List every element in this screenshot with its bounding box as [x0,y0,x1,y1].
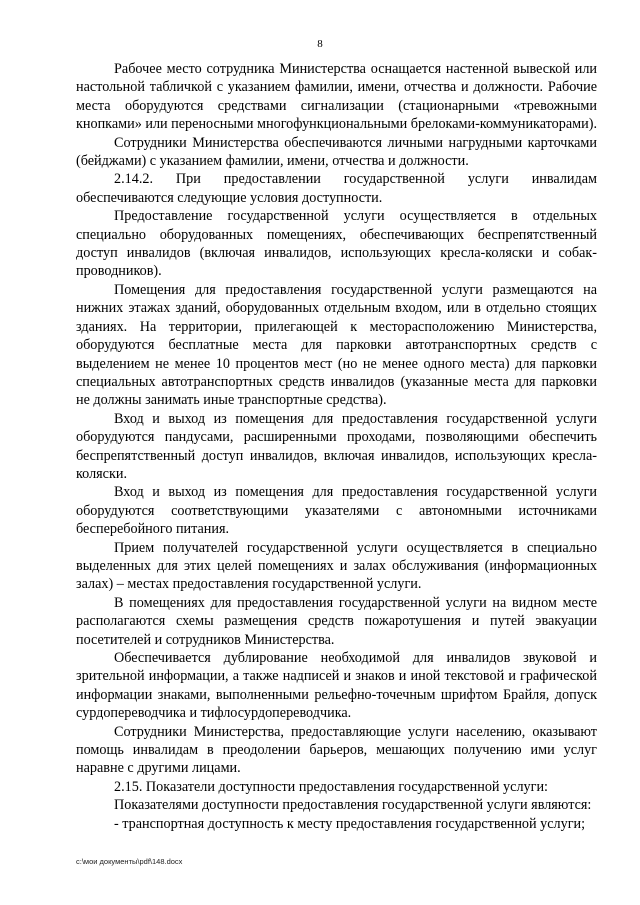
paragraph-staff-badges: Сотрудники Министерства обеспечиваются личными нагрудными карточками (бейджами) с указанием фамилии, имени, отчества и должности. [76,134,597,170]
paragraph-staff-assistance: Сотрудники Министерства, предоставляющие услуги населению, оказывают помощь инвалидам в преодолении барьеров, мешающих получению ими услуг наравне с другими лицами. [76,723,597,777]
paragraph-dedicated-premises: Предоставление государственной услуги осуществляется в отдельных специально оборудованных помещениях, обеспечивающих беспрепятственный доступ инвалидов (включая инвалидов, использующих кресла-коляски и собак-проводников). [76,208,597,280]
paragraph-signage-power: Вход и выход из помещения для предоставления государственной услуги оборудуются соответствующими указателями с автономными источниками бесперебойного питания. [76,484,597,538]
page-number: 8 [317,38,323,50]
paragraph-transport-accessibility: - транспортная доступность к месту предоставления государственной услуги; [114,815,586,832]
paragraph-premises-parking: Помещения для предоставления государственной услуги размещаются на нижних этажах зданий, оборудованных отдельным входом, или в отдельно стоящих зданиях. На территории, прилегающей к месторасположению Министерства, оборудуются бесплатные места для парковки автотранспортных средств с выделением не менее 10 процентов мест (но не менее одного места) для парковки специальных автотранспортных средств инвалидов (указанные места для парковки не должны занимать иные транспортные средства). [76,281,597,409]
paragraph-section-2-14-2: 2.14.2. При предоставлении государственной услуги инвалидам обеспечиваются следующие условия доступности. [76,171,597,206]
paragraph-ramps: Вход и выход из помещения для предоставления государственной услуги оборудуются пандусами, расширенными проходами, позволяющими обеспечить беспрепятственный доступ инвалидов, включая инвалидов, использующих кресла-коляски. [76,410,597,482]
document-body [76,60,597,833]
footer-file-path: c:\мои документы\pdf\148.docx [76,857,183,866]
paragraph-evacuation-schemes: В помещениях для предоставления государственной услуги на видном месте располагаются схемы размещения средств пожаротушения и путей эвакуации посетителей и сотрудников Министерства. [76,594,597,648]
paragraph-reception-halls: Прием получателей государственной услуги осуществляется в специально выделенных для этих целей помещениях и залах обслуживания (информационных залах) – местах предоставления государственной услуги. [76,539,597,593]
paragraph-section-2-15: 2.15. Показатели доступности предоставления государственной услуги: [114,778,548,795]
paragraph-indicators-intro: Показателями доступности предоставления государственной услуги являются: [114,797,592,814]
paragraph-workplace-signage: Рабочее место сотрудника Министерства оснащается настенной вывеской или настольной табличкой с указанием фамилии, имени, отчества и должности. Рабочие места оборудуются средствами сигнализации (стационарными «тревожными кнопками» или переносными многофункциональными брелоками-коммуникаторами). [76,61,597,133]
paragraph-braille-duplication: Обеспечивается дублирование необходимой для инвалидов звуковой и зрительной информации, а также надписей и знаков и иной текстовой и графической информации знаками, выполненными рельефно-точечным шрифтом Брайля, допуск сурдопереводчика и тифлосурдопереводчика. [76,650,597,722]
